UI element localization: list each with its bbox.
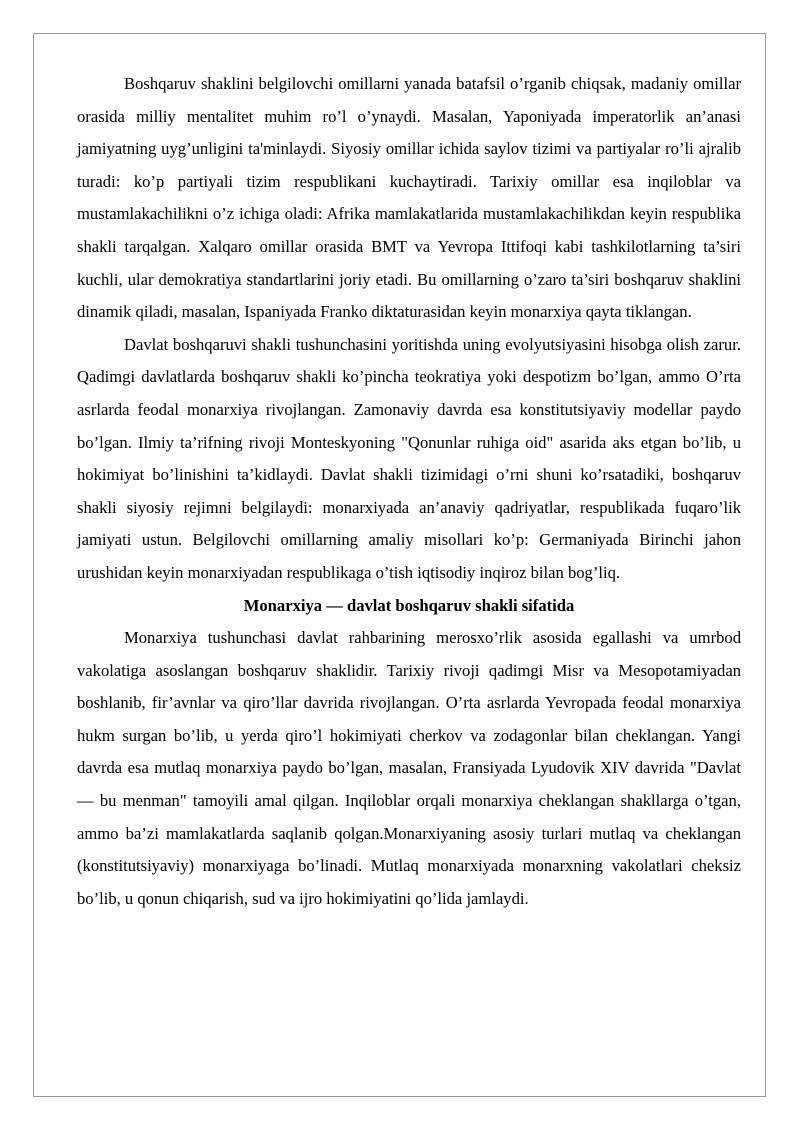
section-heading-monarchy: Monarxiya — davlat boshqaruv shakli sifatida	[243, 595, 575, 615]
paragraph-monarchy-concept: Monarxiya tushunchasi davlat rahbarining merosxo’rlik asosida egallashi va umrbod vakolatiga asoslangan boshqaruv shaklidir. Tarixiy rivoji qadimgi Misr va Mesopotamiyadan boshlanib, fir’avnlar va qiro’llar davrida rivojlangan. O’rta asrlarda Yevropada feodal monarxiya hukm surgan bo’lib, u yerda qiro’l hokimiyati cherkov va zodagonlar bilan cheklangan. Yangi davrda esa mutlaq monarxiya paydo bo’lgan, masalan, Fransiyada Lyudovik XIV davrida "Davlat — bu menman" tamoyili amal qilgan. Inqiloblar orqali monarxiya cheklangan shakllarga o’tgan, ammo ba’zi mamlakatlarda saqlanib qolgan.Monarxiyaning asosiy turlari mutlaq va cheklangan (konstitutsiyaviy) monarxiyaga bo’linadi. Mutlaq monarxiyada monarxning vakolatlari cheksiz bo’lib, u qonun chiqarish, sud va ijro hokimiyatini qo’lida jamlaydi.	[77, 628, 741, 908]
paragraph-evolution: Davlat boshqaruvi shakli tushunchasini yoritishda uning evolyutsiyasini hisobga olish zarur. Qadimgi davlatlarda boshqaruv shakli ko’pincha teokratiya yoki despotizm bo’lgan, ammo O’rta asrlarda feodal monarxiya rivojlangan. Zamonaviy davrda esa konstitutsiyaviy modellar paydo bo’lgan. Ilmiy ta’rifning rivoji Monteskyoning "Qonunlar ruhiga oid" asarida aks etgan bo’lib, u hokimiyat bo’linishini ta’kidlaydi. Davlat shakli tizimidagi o’rni shuni ko’rsatadiki, boshqaruv shakli siyosiy rejimni belgilaydi: monarxiyada an’anaviy qadriyatlar, respublikada fuqaro’lik jamiyati ustun. Belgilovchi omillarning amaliy misollari ko’p: Germaniyada Birinchi jahon urushidan keyin monarxiyadan respublikaga o’tish iqtisodiy inqiroz bilan bog’liq.	[77, 334, 741, 582]
document-body	[77, 68, 741, 915]
paragraph-determining-factors: Boshqaruv shaklini belgilovchi omillarni yanada batafsil o’rganib chiqsak, madaniy omillar orasida milliy mentalitet muhim ro’l o’ynaydi. Masalan, Yaponiyada imperatorlik an’anasi jamiyatning uyg’unligini ta'minlaydi. Siyosiy omillar ichida saylov tizimi va partiyalar ro’li ajralib turadi: ko’p partiyali tizim respublikani kuchaytiradi. Tarixiy omillar esa inqiloblar va mustamlakachilikni o’z ichiga oladi: Afrika mamlakatlarida mustamlakachilikdan keyin respublika shakli tarqalgan. Xalqaro omillar orasida BMT va Yevropa Ittifoqi kabi tashkilotlarning ta’siri kuchli, ular demokratiya standartlarini joriy etadi. Bu omillarning o’zaro ta’siri boshqaruv shaklini dinamik qiladi, masalan, Ispaniyada Franko diktaturasidan keyin monarxiya qayta tiklangan.	[77, 74, 741, 322]
